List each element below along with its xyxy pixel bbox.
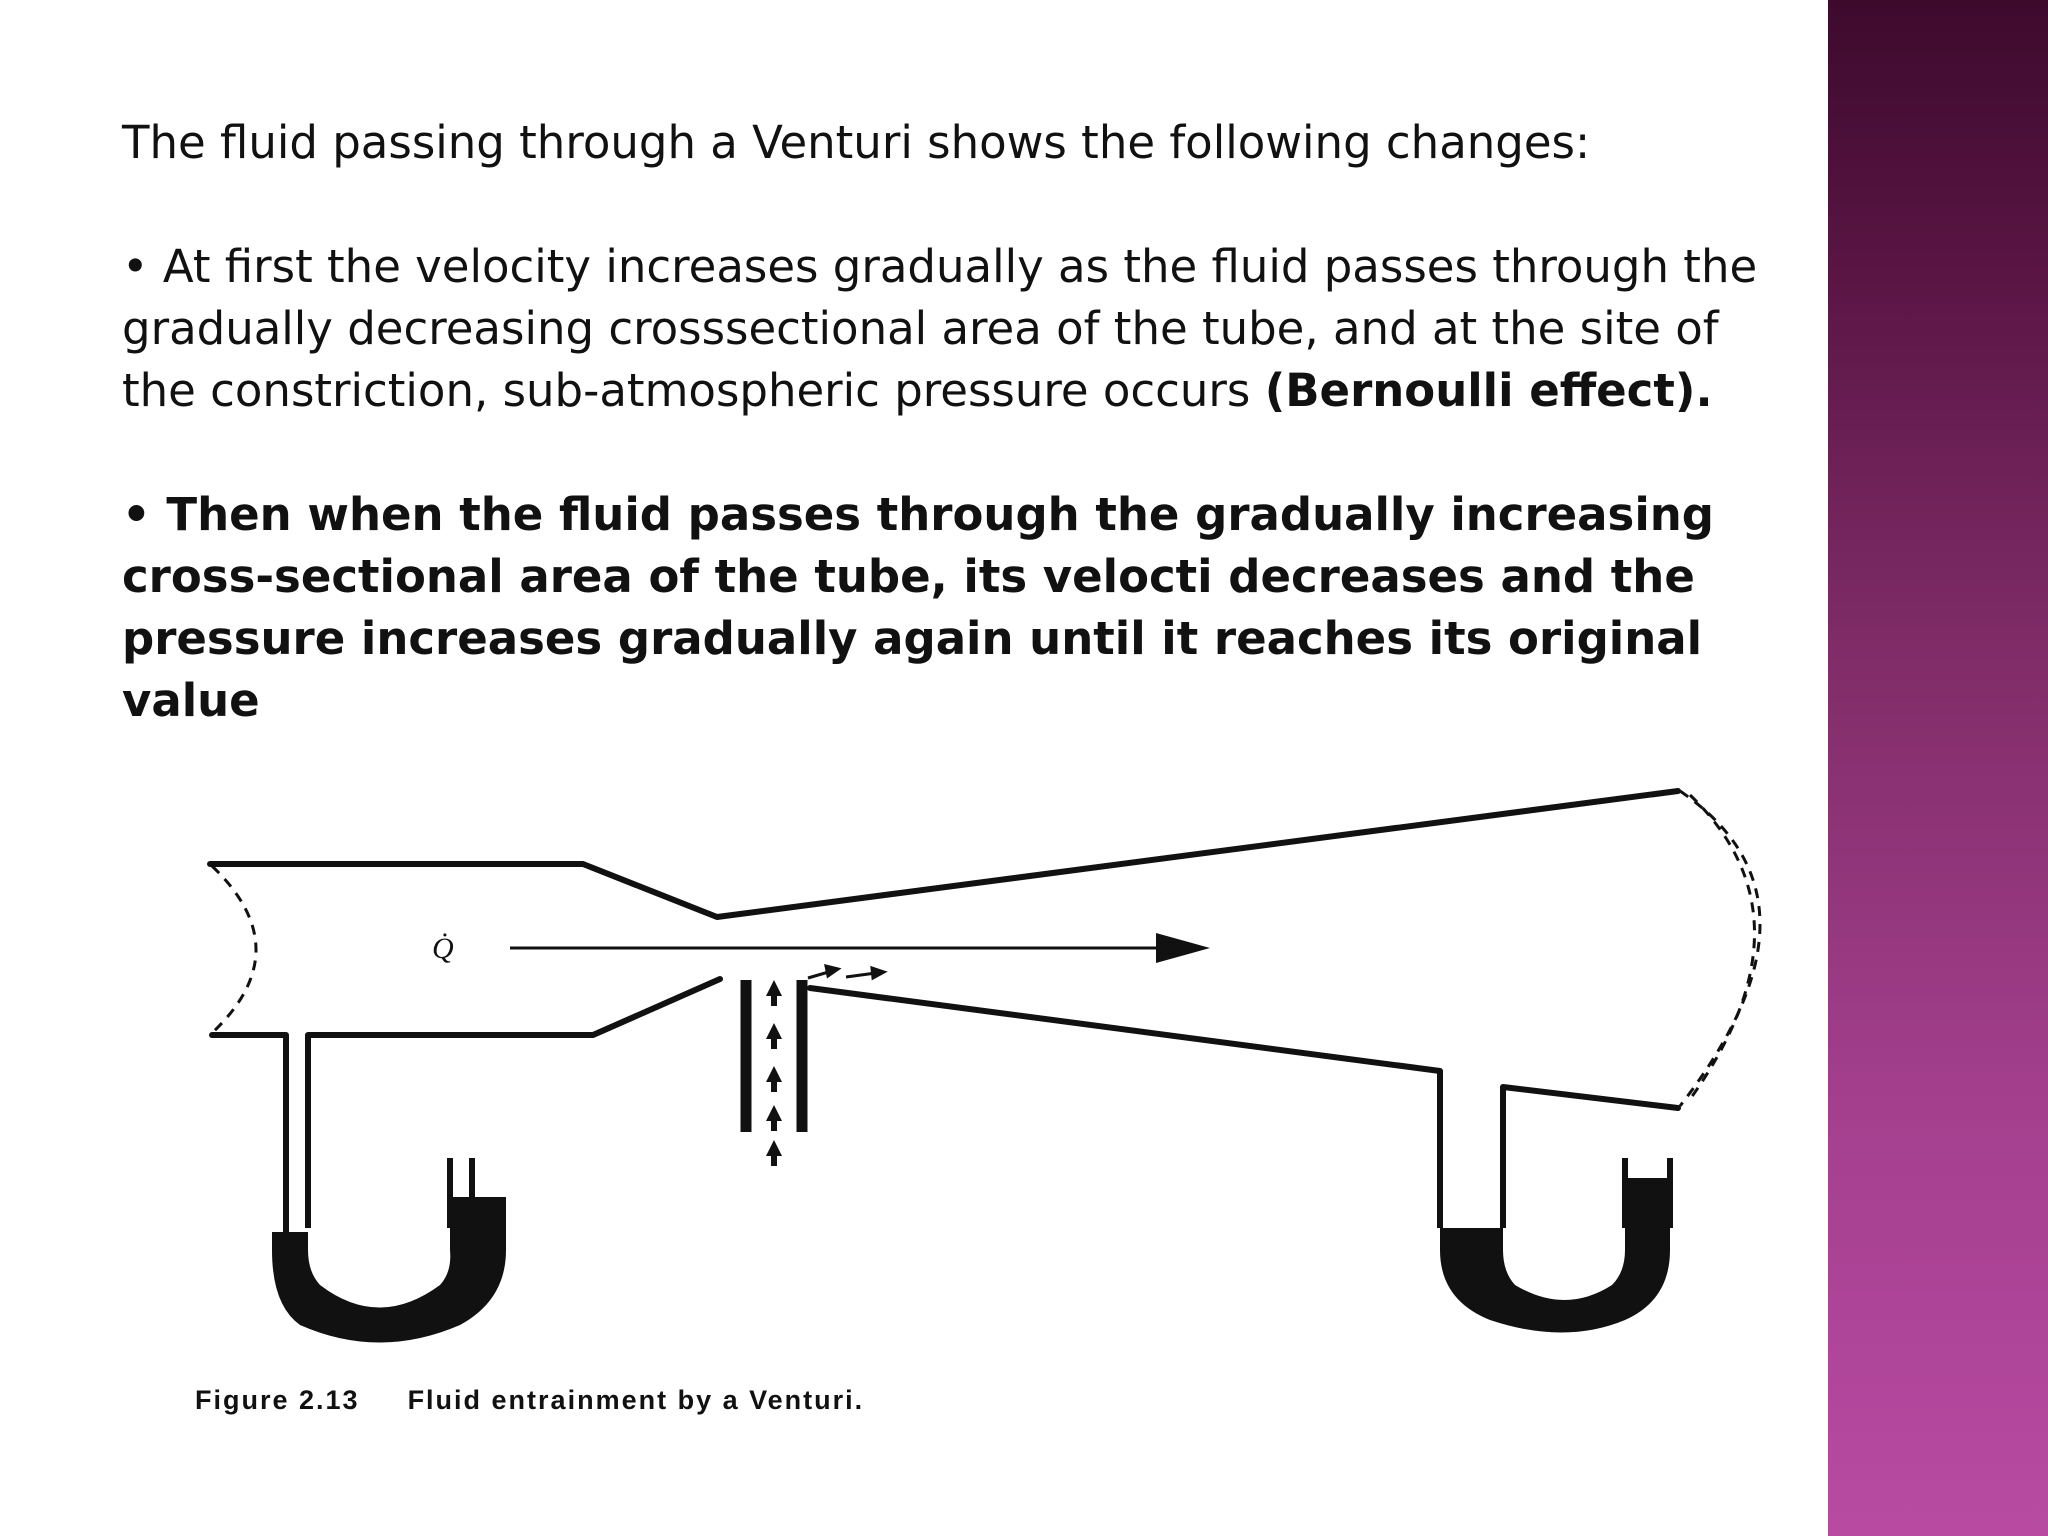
- venturi-upper-wall: [210, 791, 1678, 917]
- outlet-dashed-edge-2: [1688, 795, 1755, 1102]
- figure-caption: [195, 1385, 864, 1416]
- throat-arrows: [808, 966, 884, 978]
- intro-text: The fluid passing through a Venturi shows the following changes:: [122, 116, 1591, 169]
- caption-text: Fluid entrainment by a Venturi.: [407, 1385, 865, 1415]
- flow-arrow-head: [1156, 933, 1210, 963]
- entrainment-arrows: [766, 980, 782, 1166]
- outlet-dashed-edge-1: [1680, 791, 1760, 1106]
- venturi-lower-wall-diffuser: [810, 988, 1440, 1071]
- bullet-1-bold: (Bernoulli effect).: [1264, 364, 1713, 417]
- bullet-1-text: • At first the velocity increases gradually as the fluid passes through the gradually decreasing crosssectional area of the tube, and at the site of the constriction, sub-atmospheric pressure occurs: [122, 240, 1758, 417]
- right-manometer-liquid: [1440, 1178, 1670, 1333]
- inlet-dashed-edge: [212, 866, 256, 1033]
- bullet-2: • Then when the fluid passes through the gradually increasing cross-sectional area of the tube, its velocti decreases and the pressure increases gradually again until it reaches its original value: [122, 488, 1715, 727]
- caption-label: Figure 2.13: [195, 1385, 360, 1415]
- venturi-lower-wall-outlet: [1503, 1087, 1678, 1108]
- venturi-lower-wall-throat: [308, 979, 720, 1035]
- left-manometer: [286, 1035, 472, 1238]
- flow-symbol: Q̇: [432, 932, 454, 965]
